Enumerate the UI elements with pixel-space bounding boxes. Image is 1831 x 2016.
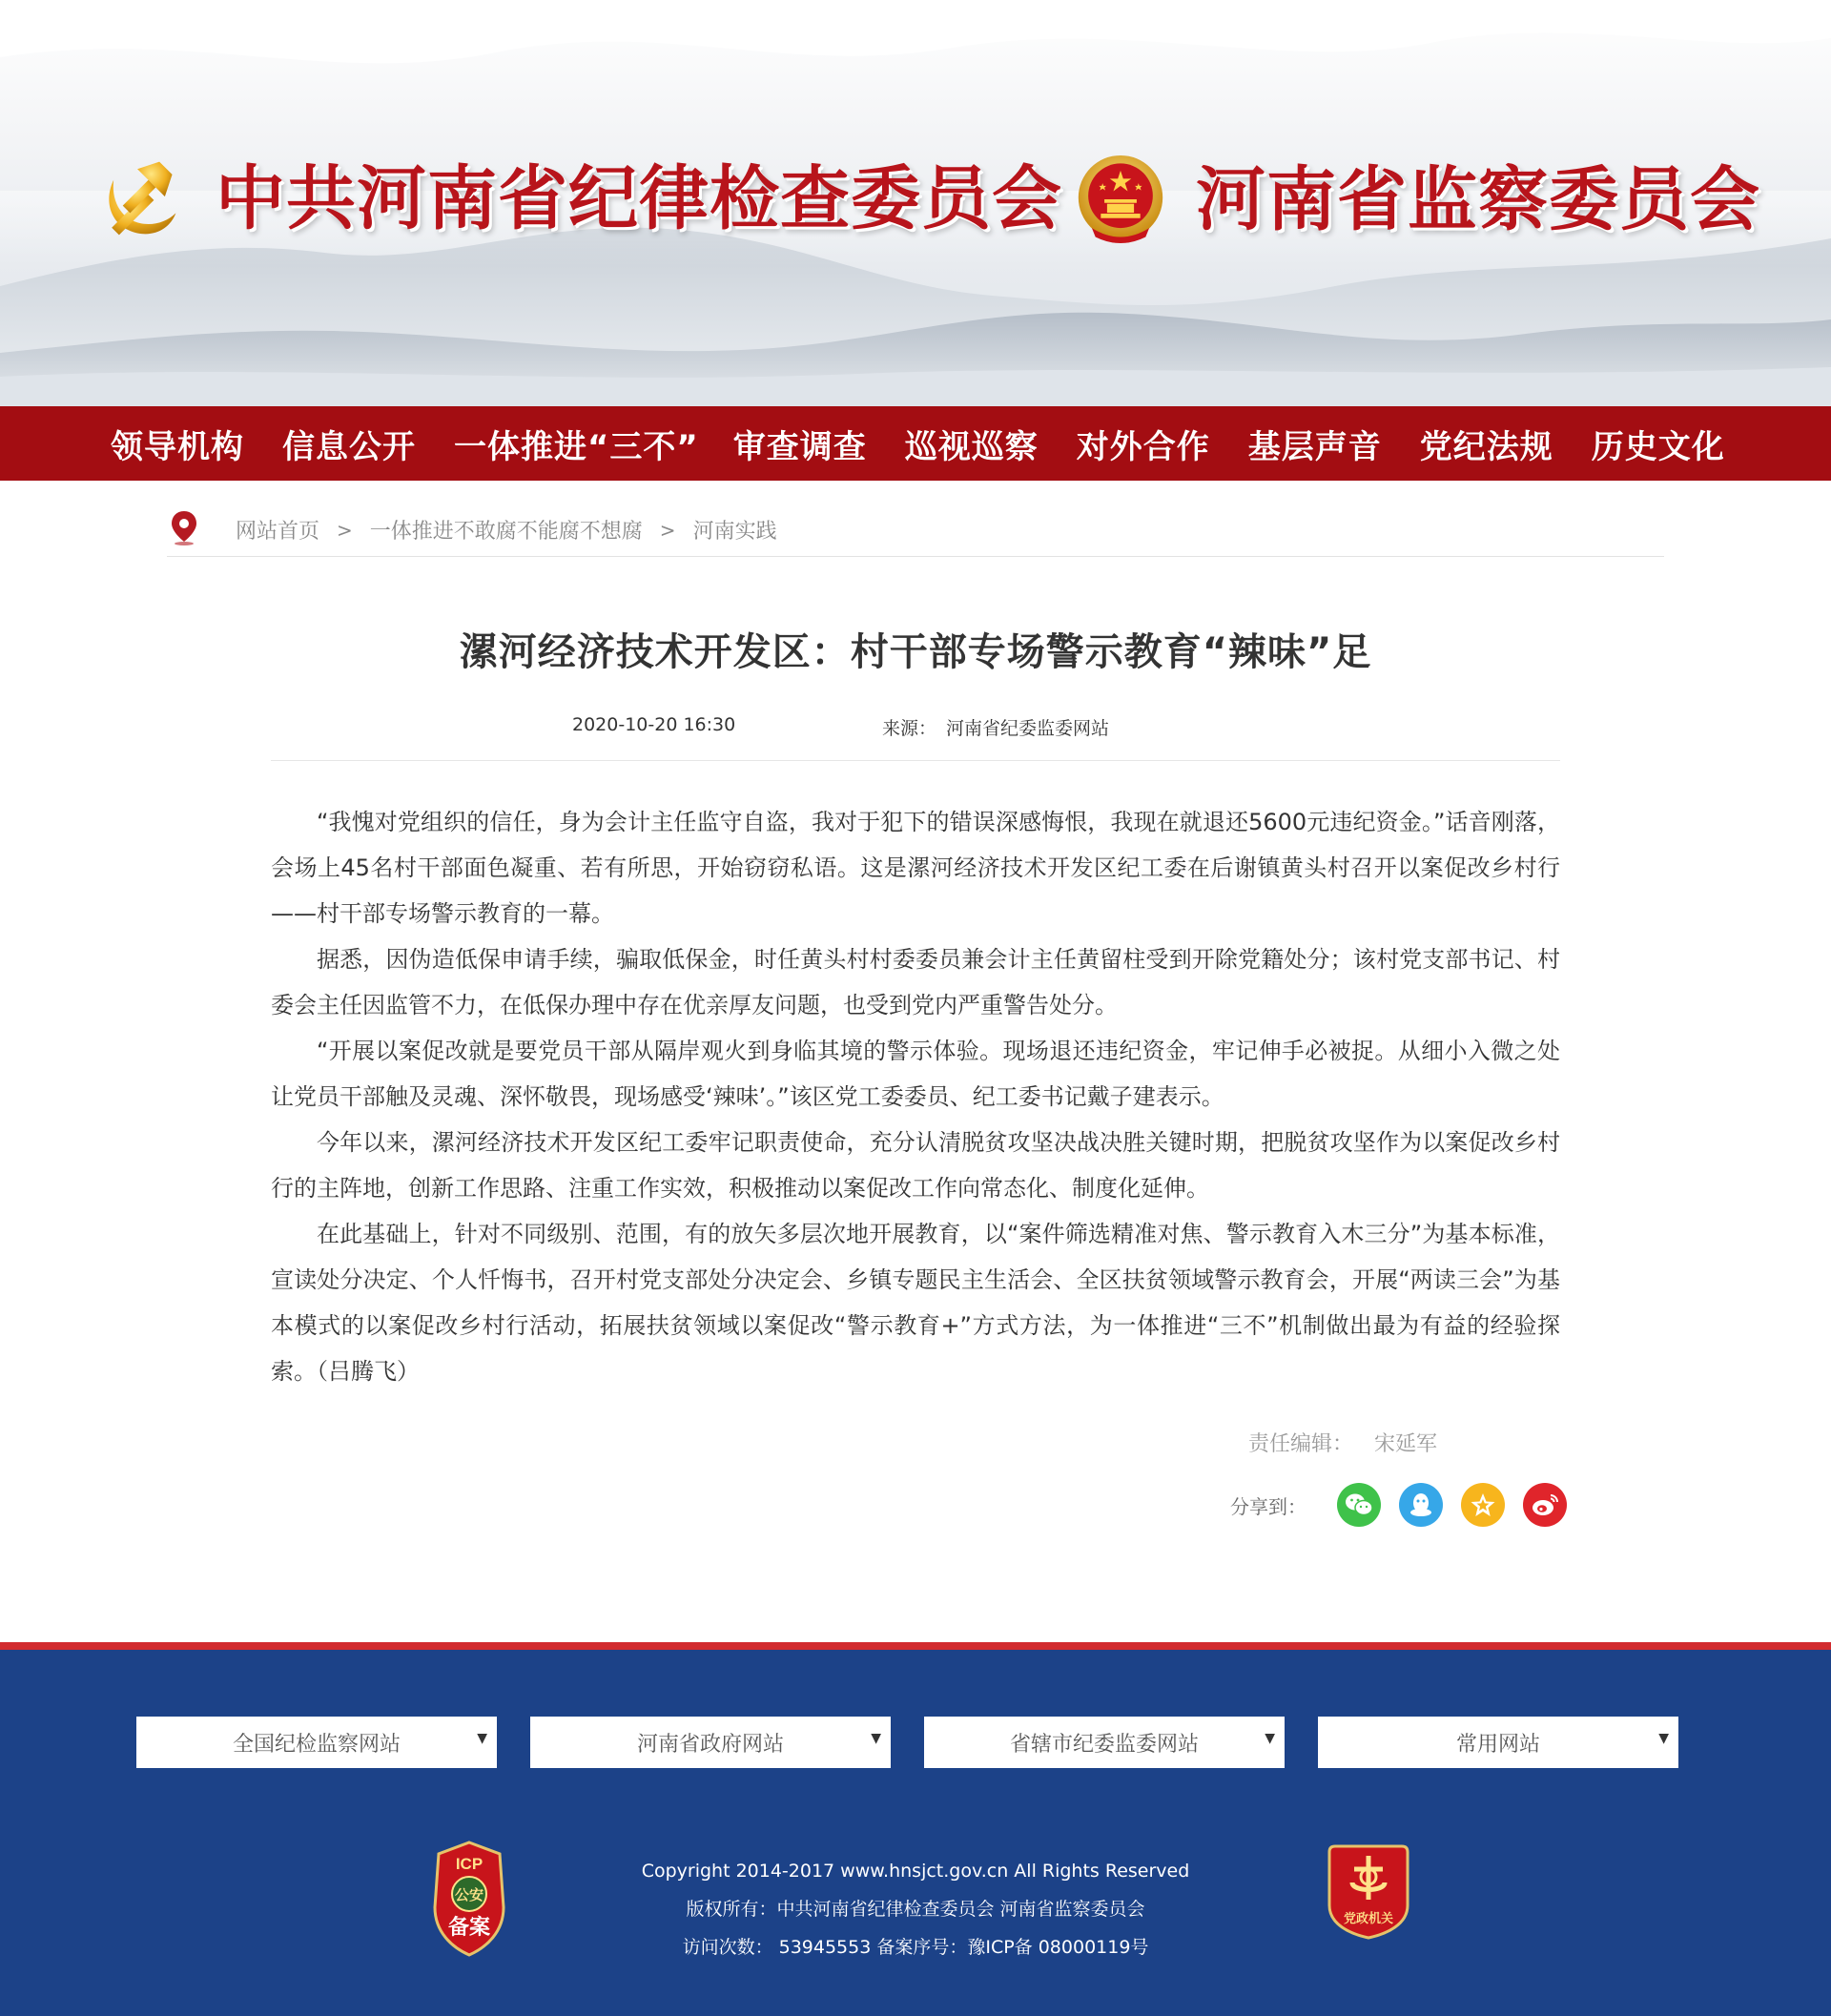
article-paragraph: “我愧对党组织的信任，身为会计主任监守自盗，我对于犯下的错误深感悔恨，我现在就退还5600元违纪资金。”话音刚落，会场上45名村干部面色凝重、若有所思，开始窃窃私语。这是漯河经济技术开发区纪工委在后谢镇黄头村召开以案促改乡村行——村干部专场警示教育的一幕。 bbox=[271, 809, 1560, 927]
responsible-editor bbox=[1248, 1428, 1437, 1457]
link-select-provincial-gov[interactable] bbox=[530, 1717, 891, 1768]
visits-line: 访问次数： 53945553 备案序号：豫ICP备 08000119号 bbox=[682, 1937, 1149, 1958]
breadcrumb bbox=[167, 504, 1664, 557]
link-select-label: 省辖市纪委监委网站 bbox=[1009, 1732, 1199, 1757]
article-paragraph: “开展以案促改就是要党员干部从隔岸观火到身临其境的警示体验。现场退还违纪资金，牢记伸手必被捉。从细小入微之处让党员干部触及灵魂、深怀敬畏，现场感受‘辣味’。”该区党工委委员、纪工委书记戴子建表示。 bbox=[271, 1038, 1560, 1110]
article-date: 2020-10-20 16:30 bbox=[572, 714, 736, 735]
meta-divider bbox=[271, 760, 1560, 761]
nav-item-history[interactable]: 历史文化 bbox=[1591, 427, 1725, 466]
article-paragraph: 今年以来，漯河经济技术开发区纪工委牢记职责使命，充分认清脱贫攻坚决战决胜关键时期，把脱贫攻坚作为以案促改乡村行的主阵地，创新工作思路、注重工作实效，积极推动以案促改工作向常态化、制度化延伸。 bbox=[271, 1129, 1560, 1202]
link-select-label: 河南省政府网站 bbox=[636, 1732, 784, 1757]
dropdown-arrow-icon: ▼ bbox=[1658, 1731, 1669, 1746]
breadcrumb-level2[interactable]: 河南实践 bbox=[692, 520, 777, 544]
copyright-block bbox=[0, 1852, 1831, 1966]
copyright-line: Copyright 2014-2017 www.hnsjct.gov.cn All Rights Reserved bbox=[641, 1861, 1190, 1882]
state-brand[interactable] bbox=[1076, 153, 1760, 246]
nav-item-grassroots[interactable]: 基层声音 bbox=[1247, 427, 1382, 466]
article-source bbox=[882, 714, 1109, 740]
qzone-icon[interactable] bbox=[1461, 1483, 1505, 1527]
icp-badge-middle: 公安 bbox=[454, 1886, 484, 1903]
article-title: 漯河经济技术开发区：村干部专场警示教育“辣味”足 bbox=[459, 630, 1372, 674]
nav-item-investigation[interactable]: 审查调查 bbox=[732, 427, 867, 466]
link-select-national[interactable] bbox=[136, 1717, 497, 1768]
wechat-icon[interactable] bbox=[1337, 1483, 1381, 1527]
breadcrumb-separator: > bbox=[659, 518, 676, 542]
national-emblem-icon bbox=[1076, 153, 1165, 246]
state-title: 河南省监察委员会 bbox=[1196, 157, 1760, 240]
breadcrumb-home[interactable]: 网站首页 bbox=[236, 520, 320, 544]
editor-name: 宋延军 bbox=[1373, 1432, 1437, 1456]
article-body bbox=[271, 799, 1560, 1394]
dropdown-arrow-icon: ▼ bbox=[1265, 1731, 1275, 1746]
icp-badge-top: ICP bbox=[455, 1855, 483, 1873]
dropdown-arrow-icon: ▼ bbox=[477, 1731, 487, 1746]
nav-item-info-disclosure[interactable]: 信息公开 bbox=[282, 427, 416, 466]
party-emblem-icon bbox=[93, 153, 185, 244]
link-select-common[interactable] bbox=[1318, 1717, 1678, 1768]
article-paragraph: 在此基础上，针对不同级别、范围，有的放矢多层次地开展教育，以“案件筛选精准对焦、警示教育入木三分”为基本标准，宣读处分决定、个人忏悔书，召开村党支部处分决定会、乡镇专题民主生活会、全区扶贫领域警示教育会，开展“两读三会”为基本模式的以案促改乡村行活动，拓展扶贫领域以案促改“警示教育+”方式方法，为一体推进“三不”机制做出最为有益的经验探索。（吕腾飞） bbox=[271, 1221, 1560, 1385]
party-government-badge-icon[interactable] bbox=[1326, 1841, 1411, 1940]
share-bar bbox=[1230, 1483, 1567, 1527]
editor-label: 责任编辑： bbox=[1247, 1432, 1353, 1456]
location-pin-icon bbox=[169, 509, 199, 545]
link-select-city-commission[interactable] bbox=[924, 1717, 1285, 1768]
nav-item-leadership[interactable]: 领导机构 bbox=[111, 427, 244, 466]
article-paragraph: 据悉，因伪造低保申请手续，骗取低保金，时任黄头村村委委员兼会计主任黄留柱受到开除党籍处分；该村党支部书记、村委会主任因监管不力，在低保办理中存在优亲厚友问题，也受到党内严重警告处分。 bbox=[271, 946, 1560, 1018]
owner-line: 版权所有：中共河南省纪律检查委员会 河南省监察委员会 bbox=[686, 1899, 1145, 1920]
nav-item-cooperation[interactable]: 对外合作 bbox=[1076, 427, 1210, 466]
link-select-label: 全国纪检监察网站 bbox=[232, 1732, 401, 1757]
friendly-links bbox=[136, 1717, 1678, 1768]
link-select-label: 常用网站 bbox=[1455, 1732, 1540, 1757]
nav-item-three-nots[interactable]: 一体推进“三不” bbox=[454, 427, 699, 466]
share-label: 分享到： bbox=[1230, 1494, 1306, 1518]
party-badge-bottom: 党政机关 bbox=[1343, 1912, 1394, 1926]
party-title: 中共河南省纪律检查委员会 bbox=[216, 156, 1062, 239]
dropdown-arrow-icon: ▼ bbox=[871, 1731, 881, 1746]
breadcrumb-level1[interactable]: 一体推进不敢腐不能腐不想腐 bbox=[369, 520, 643, 544]
qq-icon[interactable] bbox=[1399, 1483, 1443, 1527]
site-header bbox=[0, 0, 1831, 406]
source-value: 河南省纪委监委网站 bbox=[946, 718, 1110, 739]
nav-item-inspection[interactable]: 巡视巡察 bbox=[904, 427, 1039, 466]
main-nav bbox=[0, 406, 1831, 481]
icp-badge-bottom: 备案 bbox=[447, 1916, 491, 1940]
weibo-icon[interactable] bbox=[1523, 1483, 1567, 1527]
site-footer bbox=[0, 1642, 1831, 2016]
source-label: 来源： bbox=[882, 718, 937, 739]
nav-item-regulations[interactable]: 党纪法规 bbox=[1419, 427, 1553, 466]
breadcrumb-separator: > bbox=[337, 518, 353, 542]
party-brand[interactable] bbox=[93, 153, 1062, 244]
